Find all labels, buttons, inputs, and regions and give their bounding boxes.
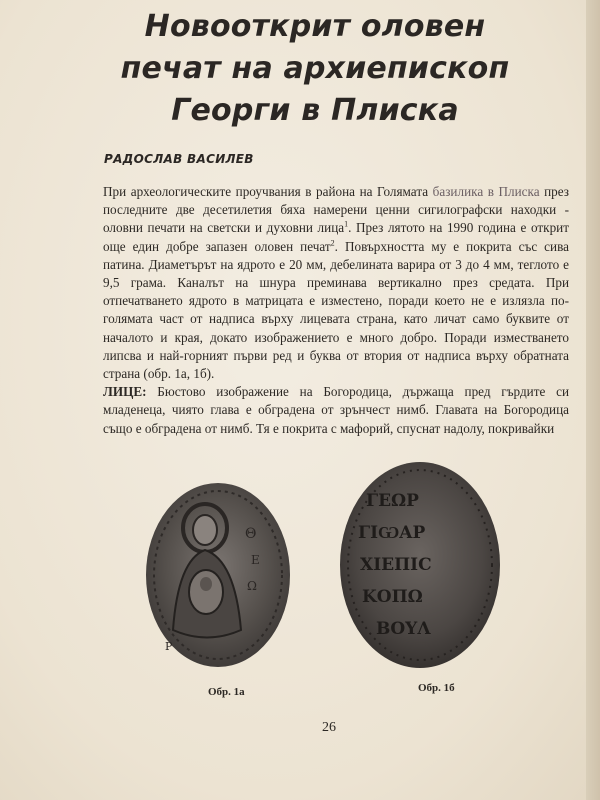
seal-obverse-image (143, 480, 293, 675)
svg-text:ΓΙѠΑΡ: ΓΙѠΑΡ (358, 523, 426, 543)
paragraph-1-part-3: през последните две десетилетия бяха намерени ценни сигилографски находки - оловни печати на светски и духовни лица (103, 184, 569, 236)
paragraph-1-part-4: . През лятото на 1990 година е открит още един добре запазен оловен печат (103, 220, 569, 254)
title-line-1: Новооткрит оловен (144, 9, 486, 44)
seal-obverse-virgin-and-child-icon (143, 480, 293, 670)
svg-text:ΧΙΕΠΙϹ: ΧΙΕΠΙϹ (360, 555, 432, 575)
paragraph-1 (103, 183, 569, 383)
title-line-2: печат на архиепископ (120, 51, 510, 86)
paragraph-1-part-5: . Повърхността му е покрита със сива патина. Диаметърът на ядрото е 20 мм, дебелината варира от 3 до 4 мм, теглото е 9,5 грама. Каналът на шнура преминава вертикално през средата. При отпечатването ядрото в матрицата е изместено, поради което не е излязла по-голямата част от надписа върху лицевата страна, като личат само буквите от началото и края, докато изображението е много добро. Поради изместването липсва и най-горният първи ред и буква от втория от надписа върху обратната страна (обр. 1а, 1б). (103, 238, 569, 382)
article-author: РАДОСЛАВ ВАСИЛЕВ (104, 152, 254, 166)
svg-text:ΚΟΠΩ: ΚΟΠΩ (362, 587, 423, 607)
page-number: 26 (322, 720, 336, 735)
paragraph-1-part-2: базилика в Плиска (432, 184, 540, 199)
figure-1b-caption: Обр. 1б (418, 682, 455, 694)
svg-text:ΓΕΩΡ: ΓΕΩΡ (366, 491, 419, 511)
article-title (95, 6, 535, 132)
article-body (103, 183, 569, 438)
figure-1a-caption: Обр. 1а (208, 686, 245, 698)
svg-text:Ω: Ω (247, 579, 257, 593)
svg-text:Ρ: Ρ (165, 640, 173, 653)
seal-reverse-image (336, 458, 504, 678)
footnote-ref-2: 2 (330, 238, 335, 248)
paragraph-2 (103, 383, 569, 438)
page-edge (586, 0, 600, 800)
seal-reverse-inscription-icon (336, 458, 504, 673)
footnote-ref-1: 1 (344, 220, 349, 230)
obverse-label: ЛИЦЕ: (103, 384, 147, 400)
svg-text:Θ: Θ (245, 526, 257, 542)
svg-text:ΒΟΥΛ: ΒΟΥΛ (376, 619, 431, 639)
title-line-3: Георги в Плиска (171, 93, 459, 128)
paragraph-2-text: Бюстово изображение на Богородица, държаща пред гърдите си младенеца, чиято глава е обградена от зрънчест нимб. Главата на Богородица също е обградена от нимб. Тя е покрита с мафорий, спуснат надолу, покривайки (103, 384, 569, 436)
paragraph-1-part-1: При археологическите проучвания в района на Голямата (103, 184, 433, 199)
svg-text:Ε: Ε (251, 553, 260, 567)
